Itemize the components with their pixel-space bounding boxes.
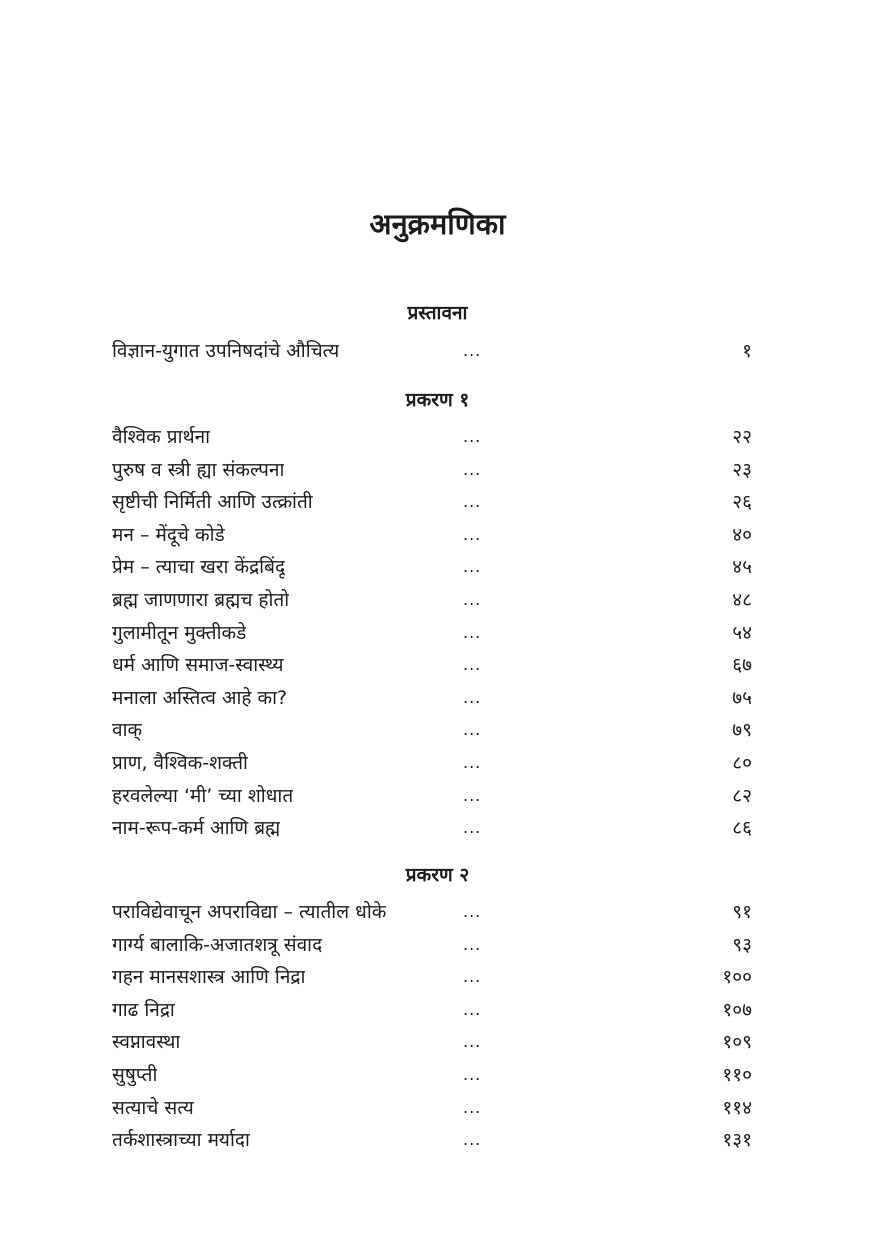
toc-page-number: ७९ [732,719,752,741]
toc-entry-title: मन – मेंदूचे कोडे [112,524,225,546]
toc-page-number: २२ [732,426,752,448]
toc-leader-dots: ... [463,1130,482,1149]
toc-leader-dots: ... [463,623,482,642]
toc-entry [112,1094,752,1122]
toc-leader-dots: ... [463,688,482,707]
toc-leader-dots: ... [463,492,482,511]
toc-entry [112,456,752,484]
toc-entry-title: तर्कशास्त्राच्या मर्यादा [112,1129,250,1151]
toc-page-number: ४८ [732,589,752,611]
toc-entry [112,684,752,712]
toc-entry [112,1126,752,1154]
toc-entry [112,814,752,842]
toc-page-number: ९३ [732,934,752,956]
toc-page-number: ४५ [732,556,752,578]
toc-leader-dots: ... [463,1000,482,1019]
toc-entry [112,423,752,451]
toc-page-number: १०० [722,966,752,988]
toc-leader-dots: ... [463,902,482,921]
toc-page-number: ७५ [732,687,752,709]
toc-leader-dots: ... [463,557,482,576]
toc-entry-title: प्रेम – त्याचा खरा केंद्रबिंदू [112,556,286,578]
toc-entry-title: विज्ञान-युगात उपनिषदांचे औचित्य [112,340,340,362]
toc-entry-title: गुलामीतून मुक्तीकडे [112,622,247,644]
toc-entry [112,963,752,991]
toc-entry-title: गहन मानसशास्त्र आणि निद्रा [112,966,306,988]
toc-leader-dots: ... [463,427,482,446]
toc-entry-title: स्वप्नावस्था [112,1031,181,1053]
toc-entry [112,716,752,744]
toc-entry-title: सुषुप्ती [112,1064,158,1086]
toc-leader-dots: ... [463,460,482,479]
toc-entry [112,586,752,614]
toc-page-number: ४० [732,524,752,546]
toc-entry [112,749,752,777]
toc-leader-dots: ... [463,720,482,739]
toc-leader-dots: ... [463,341,482,360]
page-title: अनुक्रमणिका [369,207,506,241]
toc-page-number: ९१ [732,901,752,923]
toc-entry-title: पराविद्येवाचून अपराविद्या – त्यातील धोके [112,901,387,923]
toc-entry [112,996,752,1024]
toc-entry-title: सृष्टीची निर्मिती आणि उत्क्रांती [112,491,313,513]
toc-leader-dots: ... [463,753,482,772]
toc-leader-dots: ... [463,1065,482,1084]
section-heading: प्रस्तावना [407,302,468,324]
toc-entry [112,898,752,926]
toc-entry [112,931,752,959]
toc-entry [112,619,752,647]
toc-leader-dots: ... [463,786,482,805]
toc-page-number: १३१ [722,1129,752,1151]
toc-leader-dots: ... [463,525,482,544]
toc-entry-title: गाढ निद्रा [112,999,175,1021]
toc-page-number: १०७ [722,999,752,1021]
toc-entry [112,337,752,365]
toc-entry-title: ब्रह्म जाणणारा ब्रह्मच होतो [112,589,290,611]
toc-leader-dots: ... [463,967,482,986]
toc-entry [112,782,752,810]
toc-page-number: २३ [732,459,752,481]
toc-leader-dots: ... [463,818,482,837]
toc-entry [112,1061,752,1089]
toc-page-number: १ [742,340,752,362]
toc-page-number: १०९ [722,1031,752,1053]
toc-entry [112,651,752,679]
toc-page-number: ११० [722,1064,752,1086]
toc-entry-title: नाम-रूप-कर्म आणि ब्रह्म [112,817,281,839]
toc-page-number: ८६ [732,817,752,839]
toc-page-number: ५४ [732,622,752,644]
toc-entry-title: धर्म आणि समाज-स्वास्थ्य [112,654,284,676]
toc-page-number: ८० [732,752,752,774]
toc-page-number: ११४ [722,1097,752,1119]
toc-entry-title: वैश्विक प्रार्थना [112,426,211,448]
toc-leader-dots: ... [463,655,482,674]
toc-leader-dots: ... [463,935,482,954]
section-heading: प्रकरण २ [405,864,470,886]
toc-entry [112,553,752,581]
toc-page-number: २६ [732,491,752,513]
toc-leader-dots: ... [463,1032,482,1051]
toc-page-number: ८२ [732,785,752,807]
toc-entry [112,1028,752,1056]
toc-entry-title: वाक् [112,719,143,741]
toc-entry [112,521,752,549]
section-heading: प्रकरण १ [405,389,470,411]
toc-entry-title: मनाला अस्तित्व आहे का? [112,687,288,709]
toc-leader-dots: ... [463,1098,482,1117]
toc-entry [112,488,752,516]
toc-entry-title: पुरुष व स्त्री ह्या संकल्पना [112,459,285,481]
toc-entry-title: गार्ग्य बालाकि-अजातशत्रू संवाद [112,934,323,956]
toc-page-number: ६७ [732,654,752,676]
toc-entry-title: हरवलेल्या ‘मी’ च्या शोधात [112,785,294,807]
toc-entry-title: सत्याचे सत्य [112,1097,194,1119]
toc-entry-title: प्राण, वैश्विक-शक्ती [112,752,248,774]
toc-leader-dots: ... [463,590,482,609]
